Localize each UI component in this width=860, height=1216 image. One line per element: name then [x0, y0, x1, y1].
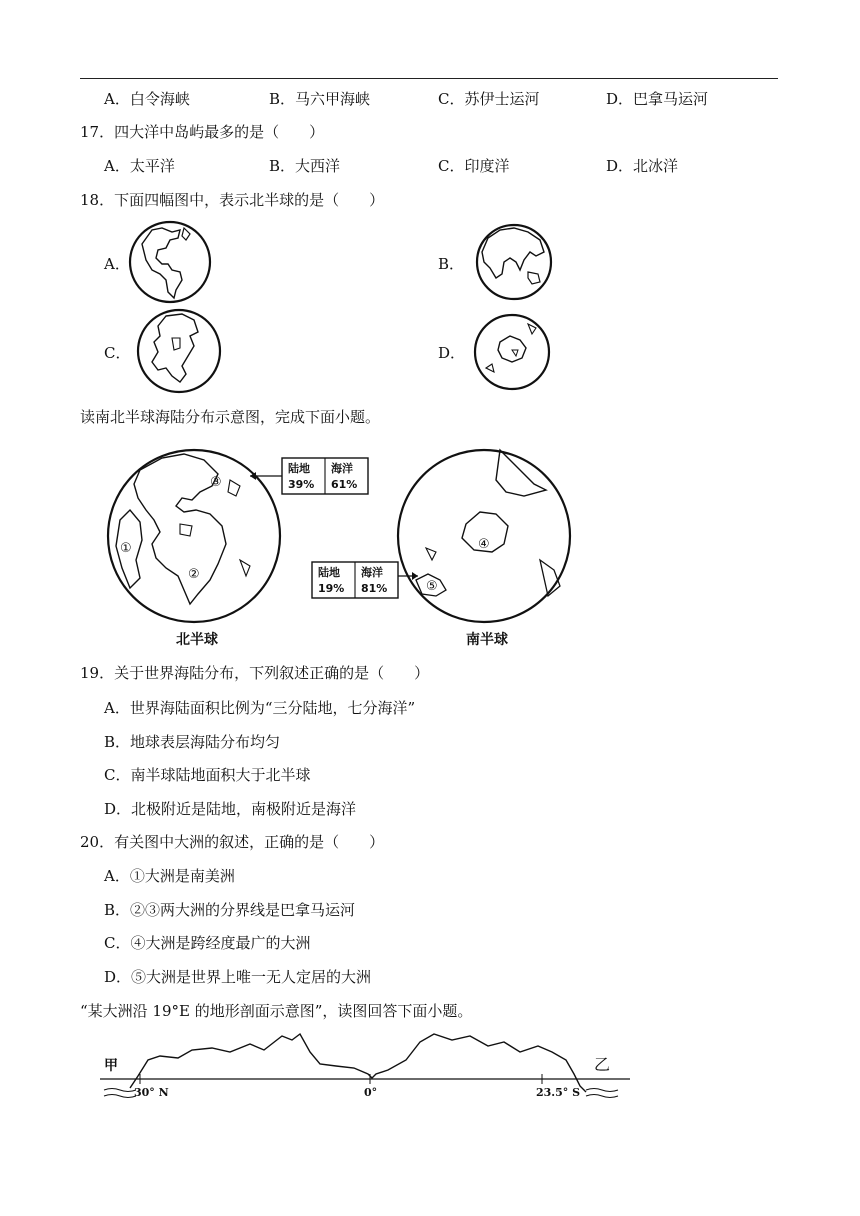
q20-stem: 20．有关图中大洲的叙述，正确的是（ ） [80, 833, 385, 851]
q20-option-b[interactable]: B．②③两大洲的分界线是巴拿马运河 [104, 901, 356, 919]
map-intro: 读南北半球海陆分布示意图，完成下面小题。 [80, 408, 381, 426]
q19-option-c[interactable]: C．南半球陆地面积大于北半球 [104, 766, 311, 784]
globe-image-d[interactable] [472, 312, 552, 392]
q16-option-a[interactable]: A．白令海峡 [104, 90, 190, 108]
q18-stem: 18．下面四幅图中，表示北半球的是（ ） [80, 191, 385, 209]
q17-option-d[interactable]: D．北冰洋 [606, 157, 679, 175]
q17-option-c[interactable]: C．印度洋 [438, 157, 510, 175]
marker-2: ② [188, 567, 200, 582]
q16-option-d[interactable]: D．巴拿马运河 [606, 90, 709, 108]
q17-option-a[interactable]: A．太平洋 [104, 157, 175, 175]
south-sea-value: 81% [361, 582, 388, 595]
q20-option-a[interactable]: A．①大洲是南美洲 [104, 867, 235, 885]
south-hemisphere-label: 南半球 [466, 632, 508, 648]
south-land-value: 19% [318, 582, 345, 595]
q19-option-a[interactable]: A．世界海陆面积比例为“三分陆地，七分海洋” [104, 699, 416, 717]
terrain-profile-figure [100, 1030, 630, 1114]
marker-5: ⑤ [426, 579, 438, 594]
north-sea-value: 61% [331, 478, 358, 491]
marker-3: ③ [210, 475, 222, 490]
profile-right-label: 乙 [594, 1055, 611, 1074]
north-land-value: 39% [288, 478, 315, 491]
hemisphere-map [100, 440, 590, 650]
tick-0: 0° [364, 1086, 378, 1099]
q17-option-b[interactable]: B．大西洋 [269, 157, 341, 175]
q17-stem: 17．四大洋中岛屿最多的是（ ） [80, 123, 325, 141]
south-sea-header: 海洋 [361, 566, 383, 579]
profile-left-label: 甲 [104, 1058, 118, 1074]
q20-option-d[interactable]: D．⑤大洲是世界上唯一无人定居的大洲 [104, 968, 372, 986]
terrain-profile [100, 1030, 630, 1114]
q16-option-c[interactable]: C．苏伊士运河 [438, 90, 540, 108]
globe-image-b[interactable] [474, 222, 554, 302]
north-land-header: 陆地 [288, 462, 310, 475]
north-hemisphere-label: 北半球 [176, 632, 218, 648]
tick-235s: 23.5° S [536, 1086, 581, 1099]
q18-option-d[interactable]: D． [438, 344, 466, 362]
q18-option-a[interactable]: A． [104, 255, 130, 273]
south-land-header: 陆地 [318, 566, 340, 579]
marker-4: ④ [478, 537, 490, 552]
q19-stem: 19．关于世界海陆分布，下列叙述正确的是（ ） [80, 664, 430, 682]
profile-intro: “某大洲沿 19°E 的地形剖面示意图”，读图回答下面小题。 [80, 1002, 473, 1020]
q19-option-b[interactable]: B．地球表层海陆分布均匀 [104, 733, 281, 751]
north-sea-header: 海洋 [331, 462, 353, 475]
q20-option-c[interactable]: C．④大洲是跨经度最广的大洲 [104, 934, 311, 952]
q18-option-c[interactable]: C． [104, 344, 131, 362]
q19-option-d[interactable]: D．北极附近是陆地，南极附近是海洋 [104, 800, 357, 818]
q18-option-b[interactable]: B． [438, 255, 465, 273]
globe-image-a[interactable] [128, 220, 212, 304]
marker-1: ① [120, 541, 132, 556]
globe-image-c[interactable] [136, 308, 222, 394]
tick-30n: 30° N [134, 1086, 169, 1099]
header-rule [80, 78, 778, 79]
hemisphere-figure [100, 440, 590, 650]
q16-option-b[interactable]: B．马六甲海峡 [269, 90, 371, 108]
